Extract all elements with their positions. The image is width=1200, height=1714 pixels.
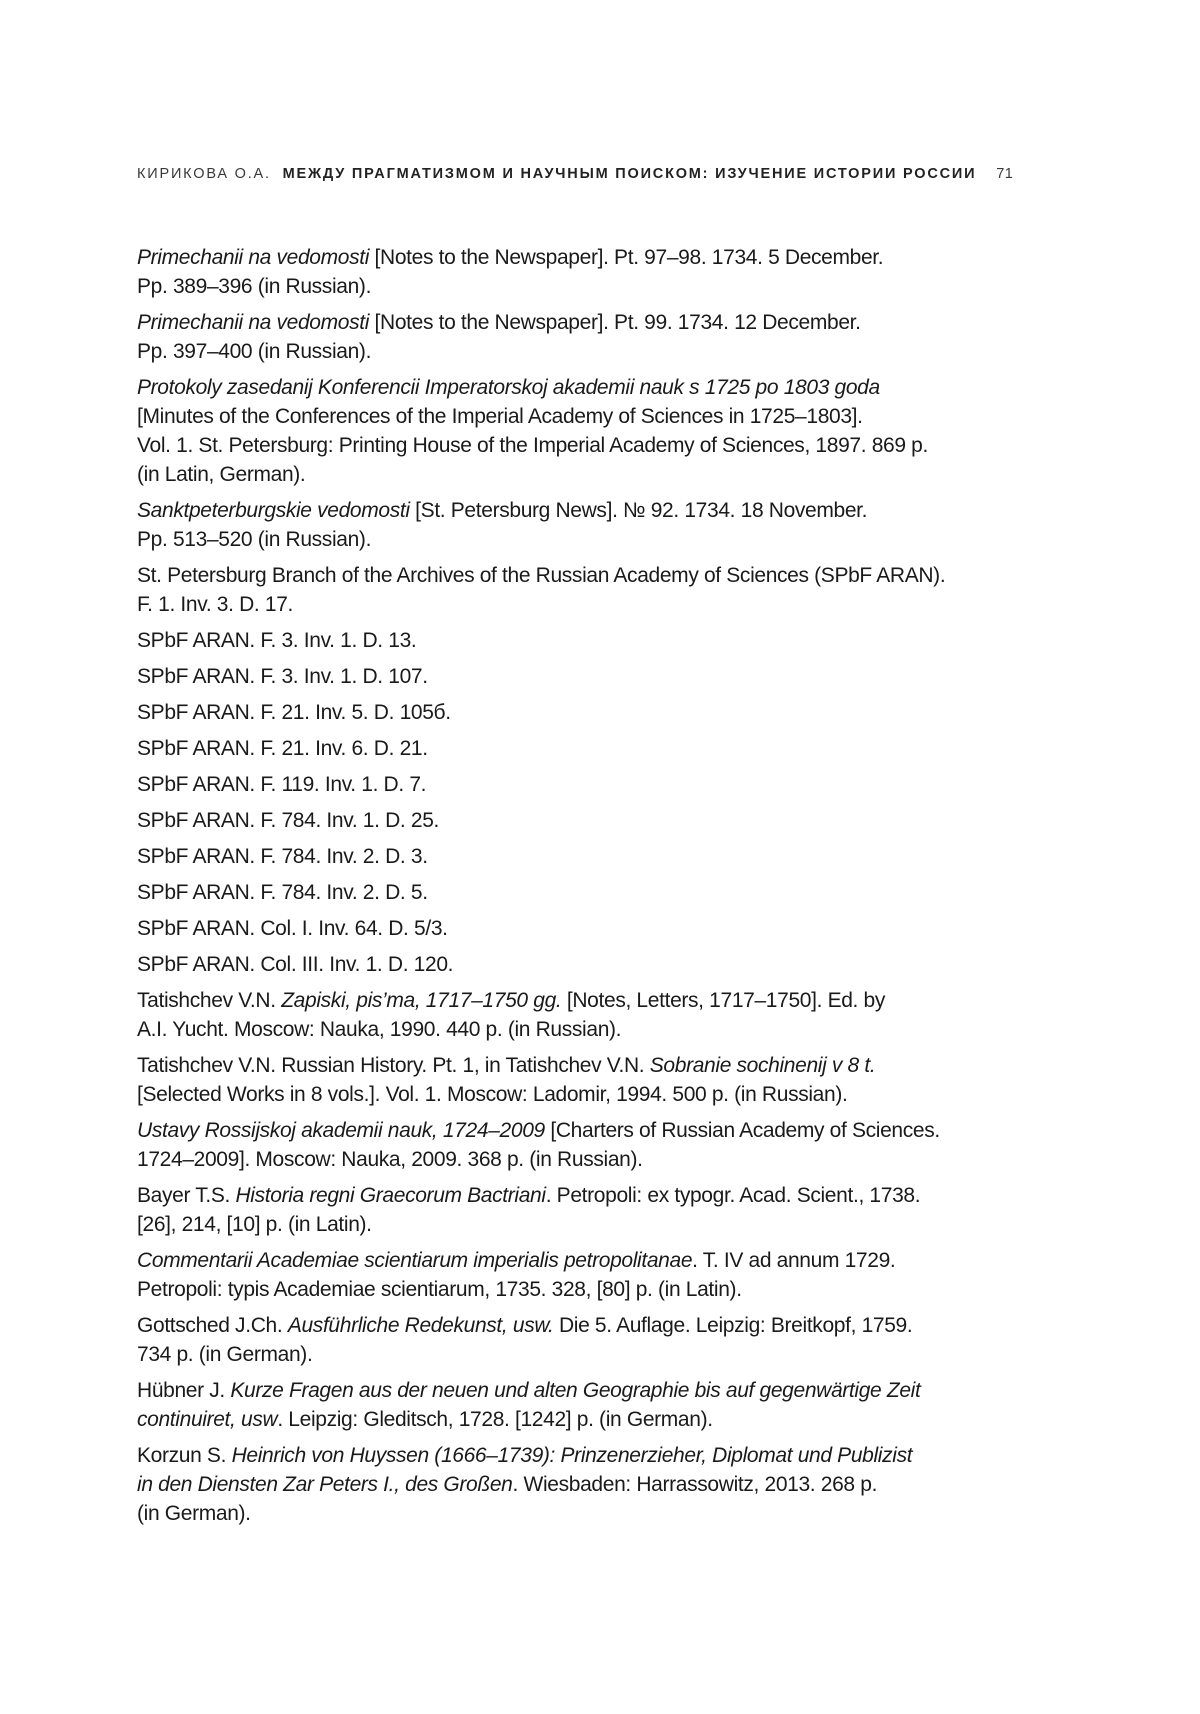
reference-text: [Notes to the Newspaper]. Pt. 97–98. 1734. 5 December.: [369, 246, 884, 269]
reference-entry: [137, 914, 1017, 943]
reference-entry: [137, 1051, 1017, 1109]
header-author: КИРИКОВА О.А.: [137, 166, 271, 182]
reference-text: [St. Petersburg News]. № 92. 1734. 18 November.: [409, 499, 868, 522]
reference-text: [Charters of Russian Academy of Sciences.: [544, 1119, 940, 1142]
reference-title: Primechanii na vedomosti: [137, 246, 370, 269]
reference-title: Zapiski, pis’ma, 1717–1750 gg.: [281, 989, 562, 1012]
reference-text: . Petropoli: ex typogr. Acad. Scient., 1738.: [545, 1184, 921, 1207]
reference-entry: [137, 1246, 1017, 1304]
reference-title: Ausführliche Redekunst, usw.: [287, 1314, 554, 1337]
reference-entry: [137, 1311, 1017, 1369]
reference-title: continuiret, usw: [137, 1408, 278, 1431]
header-title: МЕЖДУ ПРАГМАТИЗМОМ И НАУЧНЫМ ПОИСКОМ: ИЗУЧЕНИЕ ИСТОРИИ РОССИИ: [282, 166, 977, 182]
reference-text: Vol. 1. St. Petersburg: Printing House of the Imperial Academy of Sciences, 1897. 869 p.: [137, 434, 929, 457]
reference-entry: [137, 986, 1017, 1044]
reference-entry: [137, 878, 1017, 907]
reference-text: SPbF ARAN. Col. III. Inv. 1. D. 120.: [137, 953, 454, 976]
reference-entry: [137, 1376, 1017, 1434]
reference-title: Commentarii Academiae scientiarum imperialis petropolitanae: [137, 1249, 693, 1272]
reference-title: Sanktpeterburgskie vedomosti: [137, 499, 410, 522]
reference-text: Hübner J.: [137, 1379, 231, 1402]
reference-entry: [137, 950, 1017, 979]
reference-text: Korzun S.: [137, 1444, 232, 1467]
reference-text: Pp. 513–520 (in Russian).: [137, 528, 372, 551]
reference-title: Heinrich von Huyssen (1666–1739): Prinzenerzieher, Diplomat und Publizist: [231, 1444, 913, 1467]
reference-entry: [137, 1181, 1017, 1239]
reference-title: Primechanii na vedomosti: [137, 311, 370, 334]
reference-title: Ustavy Rossijskoj akademii nauk, 1724–2009: [137, 1119, 545, 1142]
reference-entry: [137, 698, 1017, 727]
reference-entry: [137, 626, 1017, 655]
reference-entry: [137, 243, 1017, 301]
reference-text: Tatishchev V.N.: [137, 989, 282, 1012]
reference-text: St. Petersburg Branch of the Archives of the Russian Academy of Sciences (SPbF ARAN).: [137, 564, 946, 587]
reference-text: Pp. 389–396 (in Russian).: [137, 275, 372, 298]
reference-entry: [137, 373, 1017, 489]
reference-text: SPbF ARAN. F. 21. Inv. 5. D. 105б.: [137, 701, 451, 724]
reference-text: SPbF ARAN. F. 21. Inv. 6. D. 21.: [137, 737, 428, 760]
reference-text: [Selected Works in 8 vols.]. Vol. 1. Moscow: Ladomir, 1994. 500 p. (in Russian).: [137, 1083, 848, 1106]
reference-text: 734 p. (in German).: [137, 1343, 313, 1366]
reference-entry: [137, 770, 1017, 799]
reference-text: Die 5. Auflage. Leipzig: Breitkopf, 1759.: [553, 1314, 913, 1337]
reference-text: SPbF ARAN. F. 784. Inv. 2. D. 3.: [137, 845, 428, 868]
reference-text: [26], 214, [10] p. (in Latin).: [137, 1213, 372, 1236]
reference-text: . Leipzig: Gleditsch, 1728. [1242] p. (in German).: [277, 1408, 713, 1431]
reference-text: Tatishchev V.N. Russian History. Pt. 1, in Tatishchev V.N.: [137, 1054, 650, 1077]
reference-text: . T. IV ad annum 1729.: [692, 1249, 896, 1272]
reference-text: [Minutes of the Conferences of the Imperial Academy of Sciences in 1725–1803].: [137, 405, 863, 428]
reference-text: SPbF ARAN. F. 784. Inv. 2. D. 5.: [137, 881, 428, 904]
reference-entry: [137, 1441, 1017, 1528]
reference-entry: [137, 561, 1017, 619]
reference-entry: [137, 496, 1017, 554]
reference-title: Protokoly zasedanij Konferencii Imperatorskoj akademii nauk s 1725 po 1803 goda: [137, 376, 880, 399]
reference-text: SPbF ARAN. F. 3. Inv. 1. D. 13.: [137, 629, 417, 652]
reference-entry: [137, 842, 1017, 871]
reference-entry: [137, 662, 1017, 691]
reference-text: [Notes to the Newspaper]. Pt. 99. 1734. 12 December.: [369, 311, 861, 334]
reference-entry: [137, 308, 1017, 366]
reference-text: . Wiesbaden: Harrassowitz, 2013. 268 p.: [512, 1473, 878, 1496]
reference-text: SPbF ARAN. F. 119. Inv. 1. D. 7.: [137, 773, 427, 796]
reference-text: SPbF ARAN. F. 3. Inv. 1. D. 107.: [137, 665, 428, 688]
reference-title: Historia regni Graecorum Bactriani: [235, 1184, 546, 1207]
reference-title: Sobranie sochinenij v 8 t.: [649, 1054, 876, 1077]
reference-entry: [137, 734, 1017, 763]
reference-text: SPbF ARAN. Col. I. Inv. 64. D. 5/3.: [137, 917, 448, 940]
reference-text: Bayer T.S.: [137, 1184, 236, 1207]
reference-text: F. 1. Inv. 3. D. 17.: [137, 593, 294, 616]
reference-entry: [137, 806, 1017, 835]
reference-text: Petropoli: typis Academiae scientiarum, 1735. 328, [80] p. (in Latin).: [137, 1278, 742, 1301]
reference-text: SPbF ARAN. F. 784. Inv. 1. D. 25.: [137, 809, 440, 832]
reference-title: Kurze Fragen aus der neuen und alten Geographie bis auf gegenwärtige Zeit: [230, 1379, 921, 1402]
reference-text: Pp. 397–400 (in Russian).: [137, 340, 372, 363]
reference-text: [Notes, Letters, 1717–1750]. Ed. by: [561, 989, 886, 1012]
running-head: [137, 166, 1014, 182]
reference-text: 1724–2009]. Moscow: Nauka, 2009. 368 p. (in Russian).: [137, 1148, 643, 1171]
reference-text: (in German).: [137, 1502, 251, 1525]
reference-list: [137, 243, 1017, 1535]
page-number: 71: [996, 166, 1014, 182]
reference-text: Gottsched J.Ch.: [137, 1314, 288, 1337]
reference-text: A.I. Yucht. Moscow: Nauka, 1990. 440 p. (in Russian).: [137, 1018, 622, 1041]
reference-text: (in Latin, German).: [137, 463, 306, 486]
reference-entry: [137, 1116, 1017, 1174]
reference-title: in den Diensten Zar Peters I., des Großen: [137, 1473, 513, 1496]
